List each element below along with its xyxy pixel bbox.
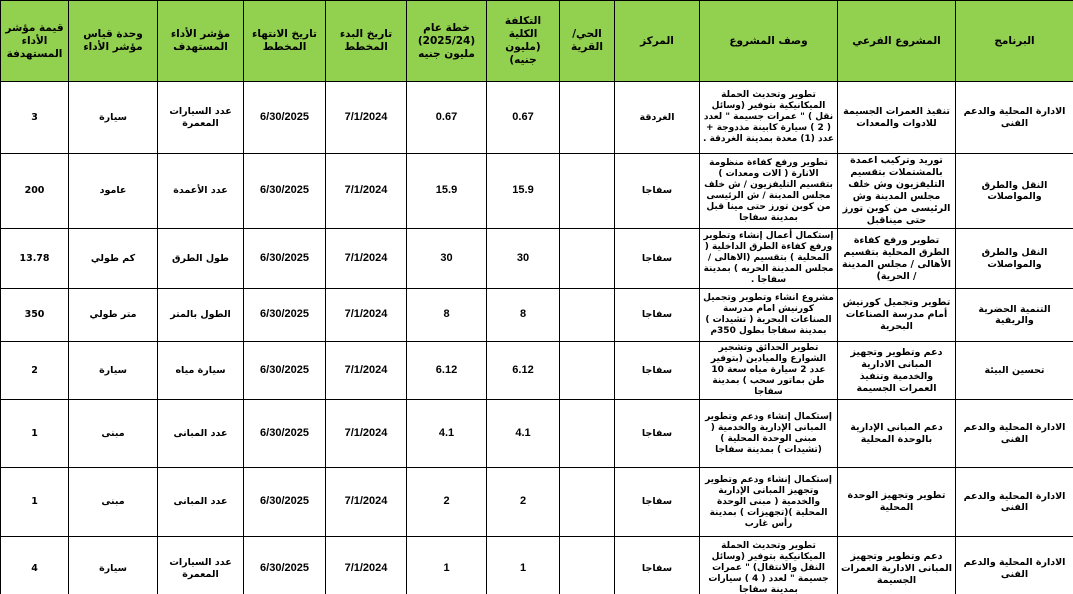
cell-kpi[interactable]: عدد السيارات المعمرة: [158, 537, 244, 594]
cell-start-date[interactable]: 7/1/2024: [326, 154, 407, 229]
cell-subproject[interactable]: تطوير وتجميل كورنيش أمام مدرسة الصناعات البحرية: [838, 289, 956, 342]
cell-plan[interactable]: 8: [407, 289, 487, 342]
cell-plan[interactable]: 2: [407, 468, 487, 537]
cell-kpi-unit[interactable]: سيارة: [69, 342, 158, 400]
cell-end-date[interactable]: 6/30/2025: [244, 229, 326, 289]
cell-kpi-unit[interactable]: مبنى: [69, 468, 158, 537]
cell-end-date[interactable]: 6/30/2025: [244, 154, 326, 229]
cell-kpi[interactable]: عدد المبانى: [158, 468, 244, 537]
cell-program[interactable]: تحسين البيئة: [956, 342, 1073, 400]
cell-kpi-value[interactable]: 3: [1, 82, 69, 154]
cell-kpi-unit[interactable]: سيارة: [69, 82, 158, 154]
header-kpi-unit: وحدة قياس مؤشر الأداء: [69, 1, 158, 82]
header-start-date: تاريخ البدء المخطط: [326, 1, 407, 82]
cell-subproject[interactable]: تطوير ورفع كفاءة الطرق المحلية بتقسيم الأهالى / مجلس المدينة / الحرية): [838, 229, 956, 289]
header-center: المركز: [615, 1, 700, 82]
cell-subproject[interactable]: دعم وتطوير وتجهيز المبانى الادارية والخدمية وتنفيذ العمرات الجسيمة: [838, 342, 956, 400]
header-subproject: المشروع الفرعي: [838, 1, 956, 82]
cell-kpi-unit[interactable]: سيارة: [69, 537, 158, 594]
cell-kpi-value[interactable]: 350: [1, 289, 69, 342]
cell-village[interactable]: [560, 342, 615, 400]
table-row: [1, 154, 1073, 229]
cell-village[interactable]: [560, 400, 615, 468]
header-end-date: تاريخ الانتهاء المخطط: [244, 1, 326, 82]
header-kpi-value: قيمة مؤشر الأداء المستهدفة: [1, 1, 69, 82]
header-kpi: مؤشر الأداء المستهدف: [158, 1, 244, 82]
cell-description[interactable]: إستكمال إنشاء ودعم وتطوير وتجهيز المبانى الإدارية والخدمية ( مبنى الوحدة المحلية )(تجهيزات ) بمدينة رأس غارب: [700, 468, 838, 537]
cell-start-date[interactable]: 7/1/2024: [326, 468, 407, 537]
cell-total-cost[interactable]: 6.12: [487, 342, 560, 400]
cell-end-date[interactable]: 6/30/2025: [244, 289, 326, 342]
cell-plan[interactable]: 1: [407, 537, 487, 594]
cell-program[interactable]: الادارة المحلية والدعم الفنى: [956, 537, 1073, 594]
cell-center[interactable]: سفاجا: [615, 400, 700, 468]
header-program: البرنامج: [956, 1, 1073, 82]
cell-center[interactable]: سفاجا: [615, 154, 700, 229]
table-row: [1, 468, 1073, 537]
cell-kpi-value[interactable]: 4: [1, 537, 69, 594]
table-row: [1, 342, 1073, 400]
cell-total-cost[interactable]: 30: [487, 229, 560, 289]
cell-program[interactable]: الادارة المحلية والدعم الفنى: [956, 468, 1073, 537]
cell-end-date[interactable]: 6/30/2025: [244, 537, 326, 594]
cell-center[interactable]: سفاجا: [615, 342, 700, 400]
cell-end-date[interactable]: 6/30/2025: [244, 342, 326, 400]
table-row: [1, 537, 1073, 594]
cell-description[interactable]: تطوير وتحديث الحملة الميكانيكية بتوفير (وسائل نقل ) " عمرات جسيمة " لعدد ( 2 ) سيارة كابينة مذدوجة + عدد (1) معدة بمدينة الغردقة .: [700, 82, 838, 154]
cell-center[interactable]: الغردقة: [615, 82, 700, 154]
cell-village[interactable]: [560, 82, 615, 154]
cell-village[interactable]: [560, 537, 615, 594]
cell-kpi[interactable]: عدد السيارات المعمرة: [158, 82, 244, 154]
header-total-cost: التكلفة الكلية (مليون جنيه): [487, 1, 560, 82]
cell-village[interactable]: [560, 154, 615, 229]
cell-description[interactable]: إستكمال إنشاء ودعم وتطوير المبانى الإدارية والخدمية ( مبنى الوحدة المحلية )(تشيدات ) بمدينة سفاجا: [700, 400, 838, 468]
cell-start-date[interactable]: 7/1/2024: [326, 82, 407, 154]
cell-description[interactable]: تطوير وتحديث الحملة الميكانيكية بتوفير (وسائل النقل والانتقال) " عمرات جسيمة " لعدد ( 4 ) سيارات بمدينة سفاجا: [700, 537, 838, 594]
cell-total-cost[interactable]: 8: [487, 289, 560, 342]
cell-village[interactable]: [560, 229, 615, 289]
table-row: [1, 82, 1073, 154]
cell-start-date[interactable]: 7/1/2024: [326, 289, 407, 342]
cell-kpi-value[interactable]: 1: [1, 468, 69, 537]
cell-end-date[interactable]: 6/30/2025: [244, 82, 326, 154]
cell-total-cost[interactable]: 15.9: [487, 154, 560, 229]
cell-description[interactable]: إستكمال أعمال إنشاء وتطوير ورفع كفاءة الطرق الداخلية ( المحلية ) بتقسيم (الاهالى / مجلس المدينة الحريه ) بمدينة سفاجا .: [700, 229, 838, 289]
cell-program[interactable]: الادارة المحلية والدعم الفنى: [956, 400, 1073, 468]
cell-description[interactable]: تطوير ورفع كفاءة منظومة الانارة ( الات ومعدات ) بتقسيم التليفزيون / ش خلف مجلس المدينة / ش الرئيسى من كوبن تورز حتى مينا قبل بمدينة سفاجا: [700, 154, 838, 229]
cell-kpi[interactable]: الطول بالمتر: [158, 289, 244, 342]
header-village: الحي/ القرية: [560, 1, 615, 82]
cell-kpi-value[interactable]: 1: [1, 400, 69, 468]
cell-subproject[interactable]: تنفيذ العمرات الجسيمة للادوات والمعدات: [838, 82, 956, 154]
header-plan: خطة عام (2025/24) مليون جنيه: [407, 1, 487, 82]
cell-end-date[interactable]: 6/30/2025: [244, 400, 326, 468]
cell-total-cost[interactable]: 2: [487, 468, 560, 537]
cell-kpi[interactable]: عدد الأعمدة: [158, 154, 244, 229]
cell-total-cost[interactable]: 0.67: [487, 82, 560, 154]
cell-kpi[interactable]: سيارة مياه: [158, 342, 244, 400]
cell-description[interactable]: مشروع انشاء وتطوير وتجميل كورنيش امام مدرسة الصناعات البحرية ( تشيدات ) بمدينة سفاجا بطول 350م: [700, 289, 838, 342]
cell-kpi-value[interactable]: 13.78: [1, 229, 69, 289]
table-row: [1, 289, 1073, 342]
cell-village[interactable]: [560, 289, 615, 342]
cell-plan[interactable]: 6.12: [407, 342, 487, 400]
cell-start-date[interactable]: 7/1/2024: [326, 229, 407, 289]
cell-subproject[interactable]: توريد وتركيب اعمدة بالمشتملات بتقسيم التليفزيون وش خلف مجلس المدينة وش الرئيسى من كوبن تورز حتى ميناقبل: [838, 154, 956, 229]
cell-plan[interactable]: 30: [407, 229, 487, 289]
cell-plan[interactable]: 4.1: [407, 400, 487, 468]
cell-plan[interactable]: 0.67: [407, 82, 487, 154]
cell-start-date[interactable]: 7/1/2024: [326, 342, 407, 400]
cell-program[interactable]: التنمية الحضرية والريفية: [956, 289, 1073, 342]
cell-kpi-unit[interactable]: متر طولي: [69, 289, 158, 342]
cell-kpi[interactable]: عدد المبانى: [158, 400, 244, 468]
cell-center[interactable]: سفاجا: [615, 289, 700, 342]
cell-center[interactable]: سفاجا: [615, 537, 700, 594]
cell-start-date[interactable]: 7/1/2024: [326, 400, 407, 468]
cell-total-cost[interactable]: 4.1: [487, 400, 560, 468]
cell-description[interactable]: تطوير الحدائق وتشجير الشوارع والميادين (بتوفير عدد 2 سيارة مياه سعة 10 طن بماتور سحب ) بمدينة سفاجا: [700, 342, 838, 400]
cell-kpi-unit[interactable]: مبنى: [69, 400, 158, 468]
cell-center[interactable]: سفاجا: [615, 468, 700, 537]
cell-center[interactable]: سفاجا: [615, 229, 700, 289]
cell-end-date[interactable]: 6/30/2025: [244, 468, 326, 537]
cell-program[interactable]: الادارة المحلية والدعم الفنى: [956, 82, 1073, 154]
cell-subproject[interactable]: تطوير وتجهيز الوحدة المحلية: [838, 468, 956, 537]
cell-village[interactable]: [560, 468, 615, 537]
cell-subproject[interactable]: دعم وتطوير وتجهيز المبانى الادارية العمرات الجسيمة: [838, 537, 956, 594]
cell-kpi-unit[interactable]: كم طولي: [69, 229, 158, 289]
header-description: وصف المشروع: [700, 1, 838, 82]
table-row: [1, 400, 1073, 468]
cell-total-cost[interactable]: 1: [487, 537, 560, 594]
cell-program[interactable]: النقل والطرق والمواصلات: [956, 229, 1073, 289]
cell-start-date[interactable]: 7/1/2024: [326, 537, 407, 594]
cell-kpi-value[interactable]: 2: [1, 342, 69, 400]
cell-plan[interactable]: 15.9: [407, 154, 487, 229]
cell-kpi-value[interactable]: 200: [1, 154, 69, 229]
cell-kpi[interactable]: طول الطرق: [158, 229, 244, 289]
header-row: [1, 1, 1073, 82]
cell-subproject[interactable]: دعم المباني الإدارية بالوحدة المحلية: [838, 400, 956, 468]
table-row: [1, 229, 1073, 289]
cell-program[interactable]: النقل والطرق والمواصلات: [956, 154, 1073, 229]
cell-kpi-unit[interactable]: عامود: [69, 154, 158, 229]
